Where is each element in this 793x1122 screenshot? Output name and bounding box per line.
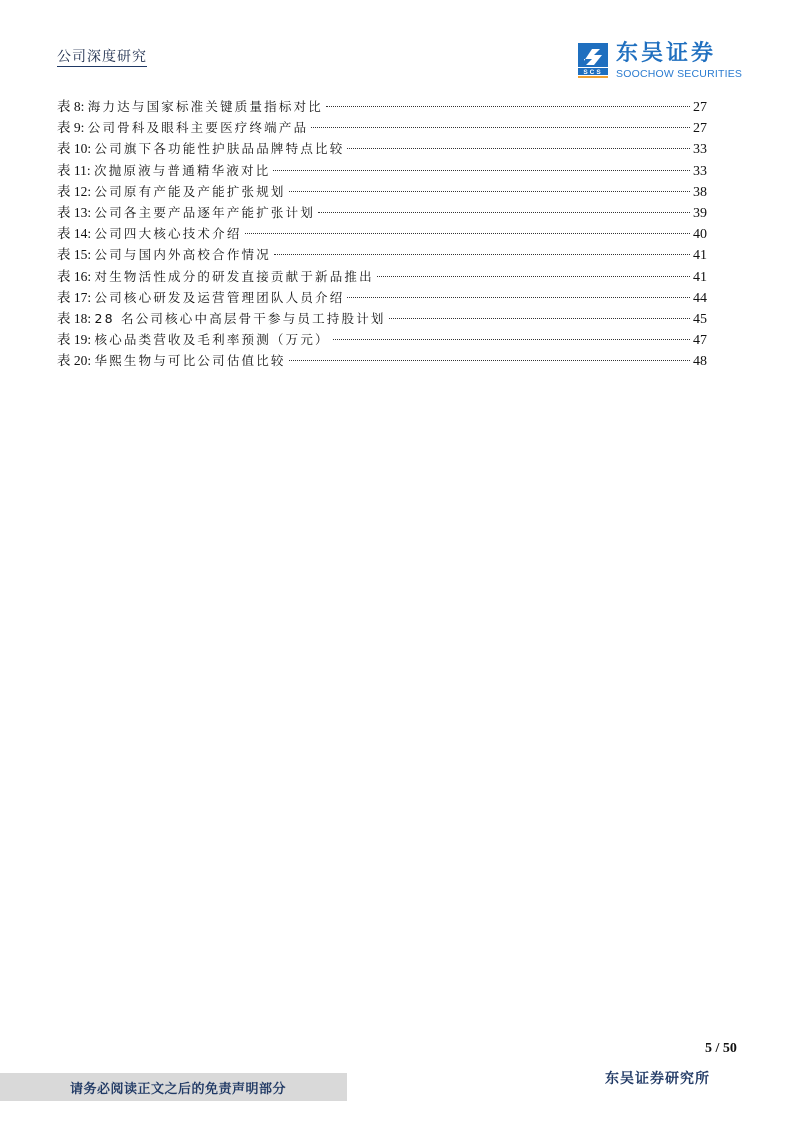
toc-prefix: 表 11: [57, 162, 91, 178]
toc-title: 28 名公司核心中高层骨干参与员工持股计划 [94, 310, 386, 326]
toc-title: 对生物活性成分的研发直接贡献于新品推出 [94, 268, 374, 284]
toc-title: 公司原有产能及产能扩张规划 [94, 183, 286, 199]
toc-leader-dots [311, 127, 690, 128]
toc-leader-dots [274, 254, 690, 255]
toc-prefix: 表 13: [57, 204, 92, 220]
toc-prefix: 表 9: [57, 120, 85, 136]
toc-entry[interactable] [57, 160, 707, 181]
toc-title: 公司四大核心技术介绍 [94, 226, 242, 242]
toc-leader-dots [377, 276, 690, 277]
toc-leader-dots [389, 318, 690, 319]
toc-page-number: 38 [693, 184, 707, 200]
toc-prefix: 表 20: [57, 353, 92, 369]
toc-page-number: 33 [693, 163, 707, 179]
toc-leader-dots [245, 233, 690, 234]
company-logo [578, 43, 748, 83]
toc-entry[interactable] [57, 287, 707, 308]
toc-entry[interactable] [57, 138, 707, 159]
toc-page-number: 27 [693, 100, 707, 115]
toc-leader-dots [347, 297, 690, 298]
toc-title: 华熙生物与可比公司估值比较 [94, 353, 286, 369]
toc-title: 公司核心研发及运营管理团队人员介绍 [94, 289, 345, 305]
toc-entry[interactable] [57, 202, 707, 223]
disclaimer-notice: 请务必阅读正文之后的免责声明部分 [70, 1082, 287, 1097]
toc-leader-dots [347, 148, 690, 149]
toc-entry[interactable] [57, 266, 707, 287]
toc-page-number: 39 [693, 205, 707, 221]
toc-title: 核心品类营收及毛利率预测（万元） [94, 332, 330, 348]
scs-logo-icon [578, 43, 608, 79]
toc-entry[interactable] [57, 117, 707, 138]
logo-english-name: SOOCHOW SECURITIES [616, 68, 743, 80]
toc-entry[interactable] [57, 223, 707, 244]
toc-prefix: 表 8: [57, 99, 85, 114]
toc-page-number: 33 [693, 142, 707, 158]
toc-leader-dots [273, 170, 690, 171]
toc-prefix: 表 16: [57, 268, 92, 284]
svg-text:SCS: SCS [583, 69, 603, 76]
toc-title: 公司旗下各功能性护肤品品牌特点比较 [94, 141, 345, 157]
toc-prefix: 表 14: [57, 226, 92, 242]
toc-title: 海力达与国家标准关键质量指标对比 [87, 99, 323, 114]
toc-page-number: 47 [693, 333, 707, 349]
toc-page-number: 40 [693, 227, 707, 243]
toc-page-number: 27 [693, 121, 707, 137]
toc-leader-dots [333, 339, 690, 340]
toc-entry[interactable] [57, 329, 707, 350]
toc-prefix: 表 12: [57, 183, 92, 199]
toc-title: 次抛原液与普通精华液对比 [94, 162, 271, 178]
toc-prefix: 表 10: [57, 141, 92, 157]
toc-title: 公司与国内外高校合作情况 [94, 247, 271, 263]
toc-title: 公司骨科及眼科主要医疗终端产品 [87, 120, 309, 136]
toc-page-number: 48 [693, 354, 707, 370]
toc-leader-dots [318, 212, 690, 213]
toc-entry[interactable] [57, 244, 707, 265]
toc-leader-dots [326, 106, 690, 107]
toc-entry[interactable] [57, 308, 707, 329]
toc-prefix: 表 19: [57, 332, 92, 348]
toc-page-number: 41 [693, 248, 707, 264]
toc-entry[interactable] [57, 350, 707, 371]
toc-page-number: 45 [693, 311, 707, 327]
research-institute-name: 东吴证券研究所 [605, 1071, 710, 1087]
toc-title: 公司各主要产品逐年产能扩张计划 [94, 204, 316, 220]
toc-page-number: 41 [693, 269, 707, 285]
report-type-header: 公司深度研究 [57, 49, 147, 65]
toc-prefix: 表 17: [57, 289, 92, 305]
toc-leader-dots [289, 191, 690, 192]
toc-leader-dots [289, 360, 690, 361]
toc-entry[interactable] [57, 181, 707, 202]
table-of-tables [57, 96, 707, 371]
toc-entry[interactable] [57, 96, 707, 117]
page-number: 5 / 50 [705, 1041, 737, 1056]
toc-prefix: 表 15: [57, 247, 92, 263]
toc-page-number: 44 [693, 290, 707, 306]
toc-prefix: 表 18: [57, 310, 92, 326]
logo-chinese-name: 东吴证券 [616, 41, 717, 66]
